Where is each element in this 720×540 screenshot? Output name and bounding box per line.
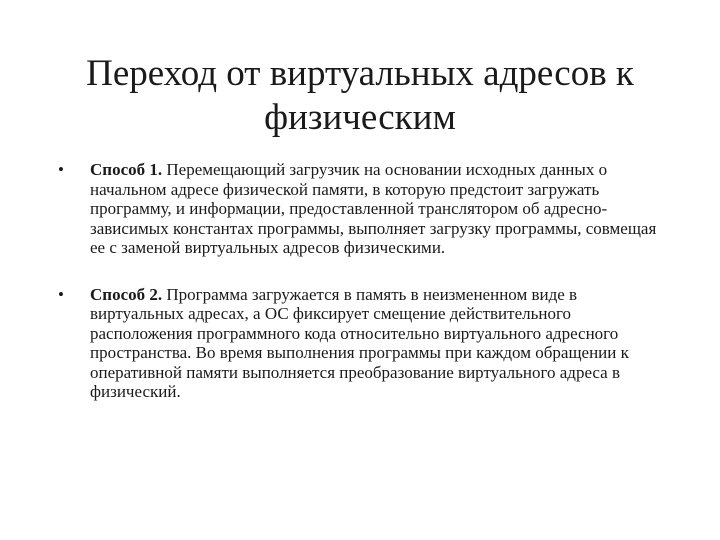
bullet-lead-method-2: Способ 2. (90, 284, 163, 304)
slide-title (40, 52, 680, 140)
bullet-item-method-1 (58, 160, 668, 258)
bullet-text-method-2: Программа загружается в память в неизмененном виде в виртуальных адресах, а ОС фиксирует смещение действительного расположения программного кода относительно виртуального адресного пространства. Во время выполнения программы при каждом обращении к оперативной памяти выполняется преобразование виртуального адреса в физический. (90, 284, 629, 401)
slide-title-line-2: физическим (264, 97, 456, 138)
bullet-marker: • (58, 284, 64, 304)
bullet-lead-method-1: Способ 1. (90, 160, 163, 179)
bullet-text-method-1: Перемещающий загрузчик на основании исходных данных о начальном адресе физической памяти, в которую предстоит загружать программу, и информации, предоставленной транслятором об адресно-зависимых константах программы, выполняет загрузку программы, совмещая ее с заменой виртуальных адресов физическими. (90, 160, 657, 257)
slide-title-line-1: Переход от виртуальных адресов к (86, 53, 634, 94)
bullet-marker: • (58, 160, 64, 179)
bullet-item-method-2 (58, 285, 668, 402)
bullet-list (58, 160, 668, 402)
